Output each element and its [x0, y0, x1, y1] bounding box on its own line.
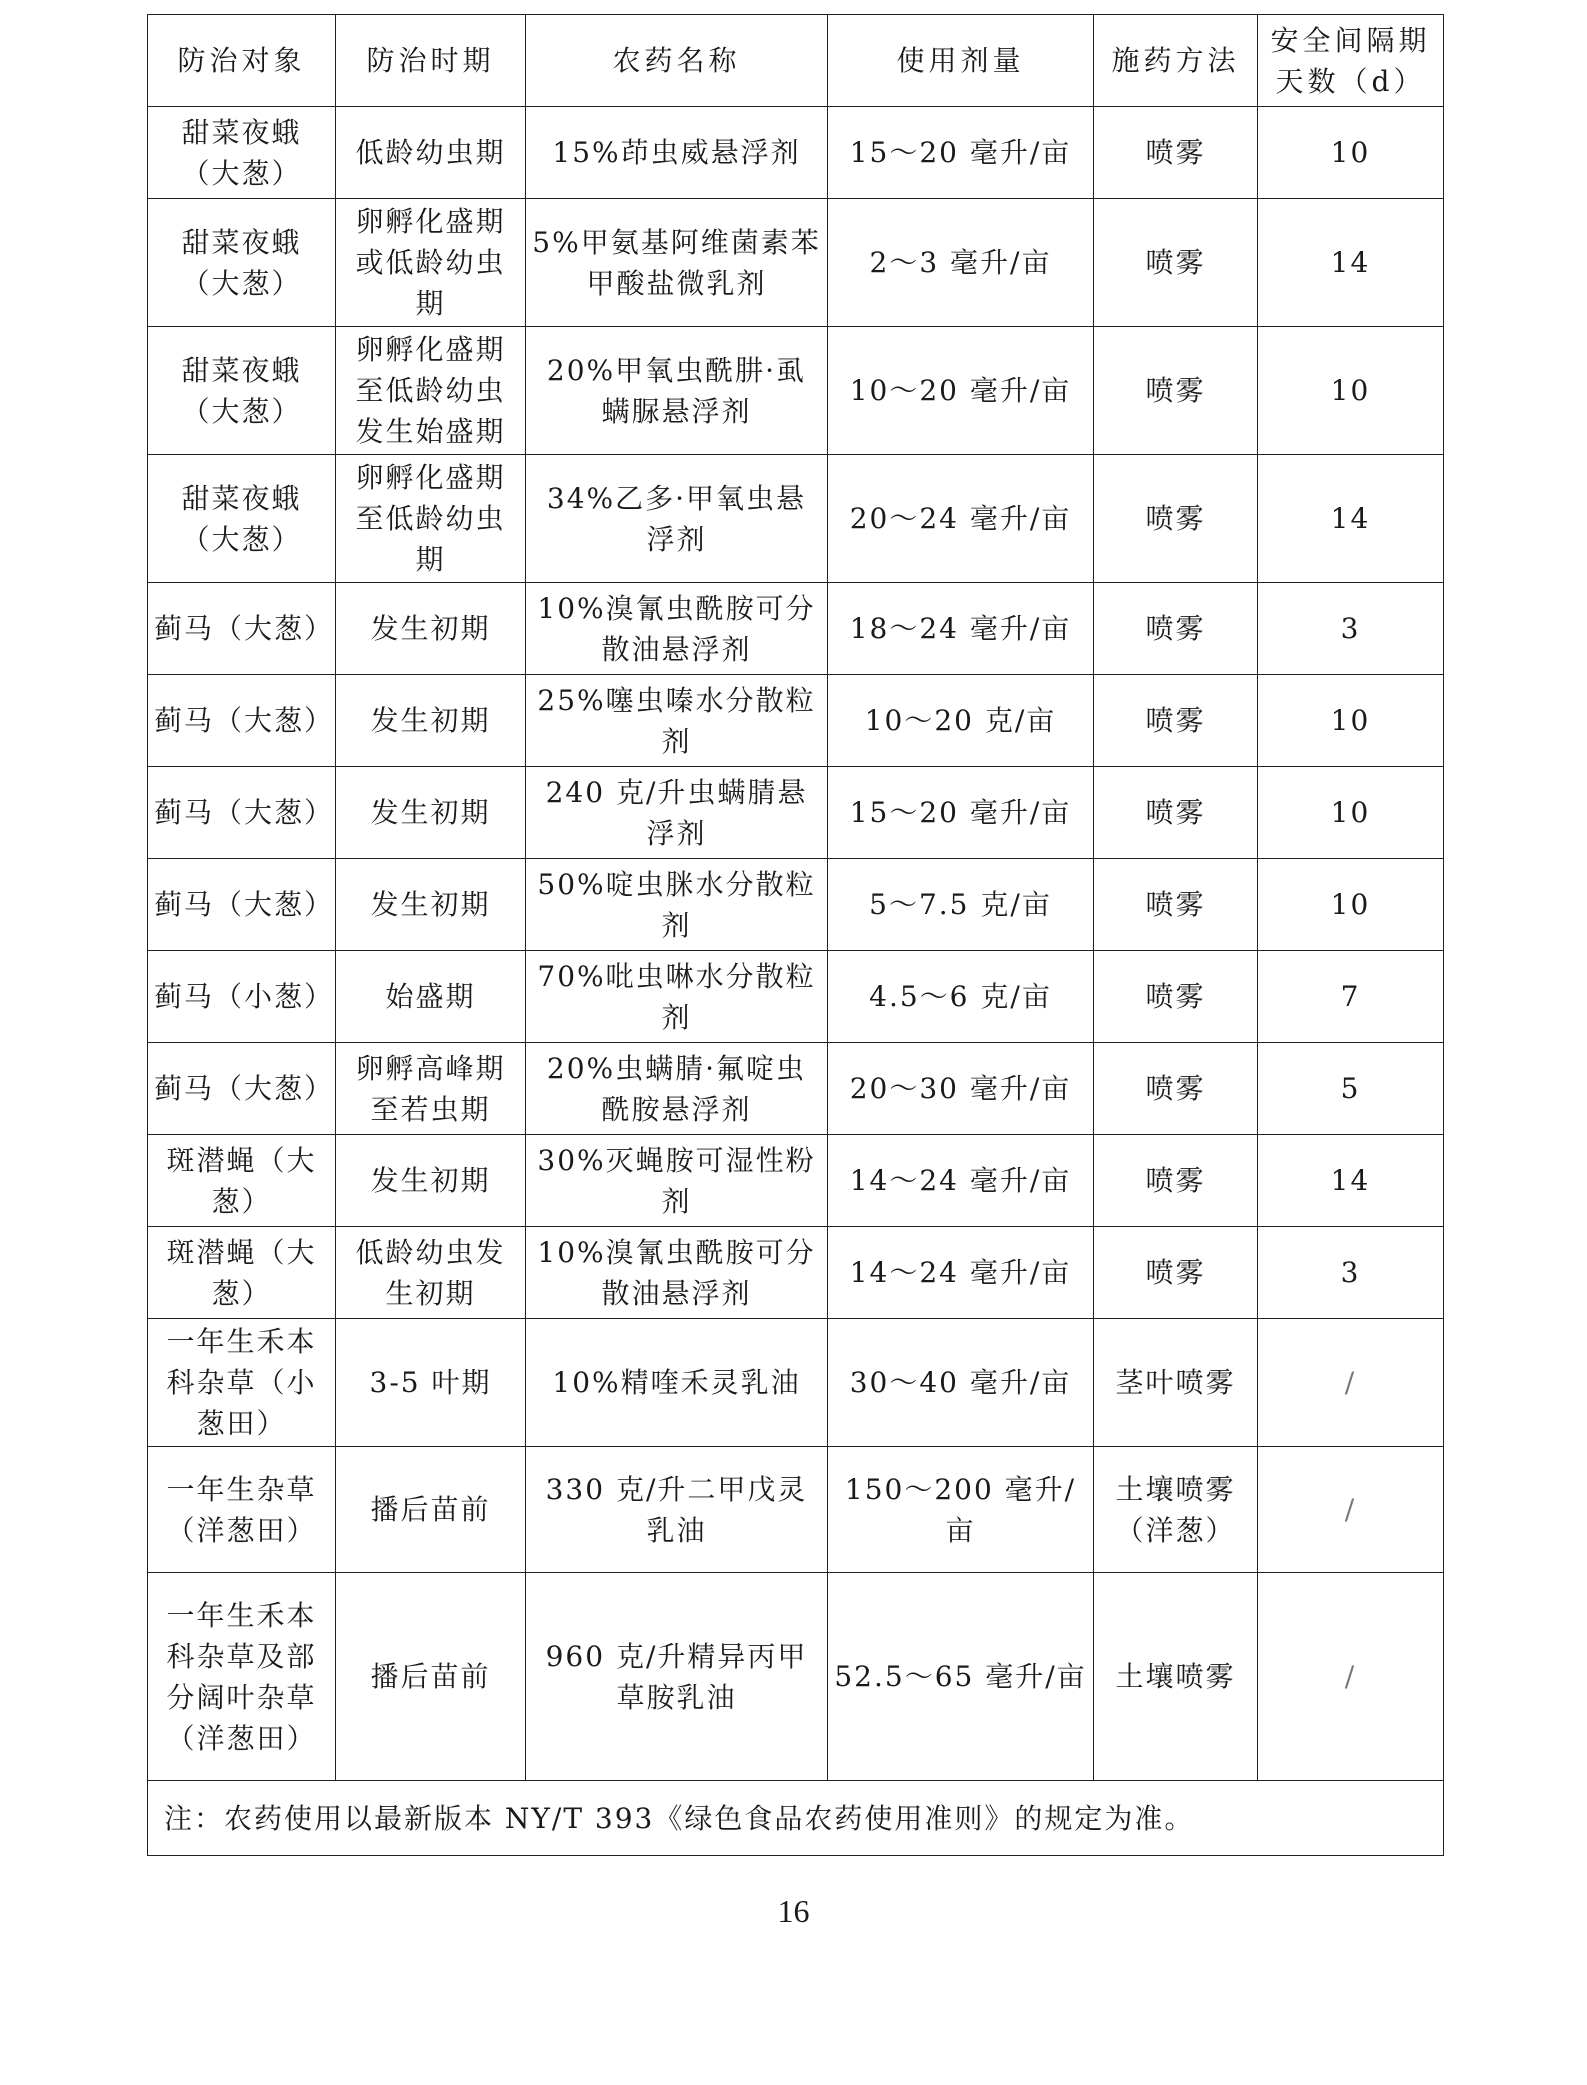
cell-period: 发生初期	[336, 1135, 526, 1227]
table-header	[148, 15, 1444, 107]
note-row	[148, 1781, 1444, 1856]
cell-interval: /	[1258, 1573, 1444, 1781]
page-number: 16	[777, 1893, 810, 1929]
header-method: 施药方法	[1094, 15, 1258, 107]
cell-method: 喷雾	[1094, 327, 1258, 455]
table-row	[148, 1135, 1444, 1227]
cell-period: 卵孵化盛期或低龄幼虫期	[336, 199, 526, 327]
cell-period: 卵孵化盛期至低龄幼虫期	[336, 455, 526, 583]
cell-period: 发生初期	[336, 859, 526, 951]
cell-interval: 3	[1258, 1227, 1444, 1319]
cell-interval: 7	[1258, 951, 1444, 1043]
header-interval: 安全间隔期天数（d）	[1258, 15, 1444, 107]
cell-interval: 10	[1258, 107, 1444, 199]
cell-dosage: 18～24 毫升/亩	[828, 583, 1094, 675]
cell-interval: 14	[1258, 199, 1444, 327]
cell-period: 低龄幼虫发生初期	[336, 1227, 526, 1319]
table-row	[148, 455, 1444, 583]
cell-period: 发生初期	[336, 583, 526, 675]
cell-target: 甜菜夜蛾（大葱）	[148, 107, 336, 199]
cell-interval: 14	[1258, 455, 1444, 583]
cell-pesticide: 240 克/升虫螨腈悬浮剂	[526, 767, 828, 859]
cell-dosage: 10～20 克/亩	[828, 675, 1094, 767]
table-row	[148, 1043, 1444, 1135]
cell-method: 喷雾	[1094, 199, 1258, 327]
cell-method: 喷雾	[1094, 455, 1258, 583]
cell-pesticide: 30%灭蝇胺可湿性粉剂	[526, 1135, 828, 1227]
cell-pesticide: 20%甲氧虫酰肼·虱螨脲悬浮剂	[526, 327, 828, 455]
table-row	[148, 675, 1444, 767]
cell-method: 喷雾	[1094, 1043, 1258, 1135]
cell-period: 卵孵化盛期至低龄幼虫发生始盛期	[336, 327, 526, 455]
cell-pesticide: 25%噻虫嗪水分散粒剂	[526, 675, 828, 767]
cell-period: 始盛期	[336, 951, 526, 1043]
cell-interval: 10	[1258, 859, 1444, 951]
cell-target: 蓟马（小葱）	[148, 951, 336, 1043]
cell-method: 喷雾	[1094, 951, 1258, 1043]
cell-target: 蓟马（大葱）	[148, 1043, 336, 1135]
cell-pesticide: 50%啶虫脒水分散粒剂	[526, 859, 828, 951]
cell-dosage: 20～30 毫升/亩	[828, 1043, 1094, 1135]
table-row	[148, 1573, 1444, 1781]
cell-interval: 5	[1258, 1043, 1444, 1135]
cell-dosage: 15～20 毫升/亩	[828, 767, 1094, 859]
header-pesticide: 农药名称	[526, 15, 828, 107]
table-row	[148, 1227, 1444, 1319]
table-row	[148, 107, 1444, 199]
table-row	[148, 583, 1444, 675]
cell-method: 喷雾	[1094, 675, 1258, 767]
cell-pesticide: 70%吡虫啉水分散粒剂	[526, 951, 828, 1043]
cell-interval: /	[1258, 1447, 1444, 1573]
cell-method: 茎叶喷雾	[1094, 1319, 1258, 1447]
cell-interval: 3	[1258, 583, 1444, 675]
cell-target: 甜菜夜蛾（大葱）	[148, 327, 336, 455]
cell-dosage: 14～24 毫升/亩	[828, 1135, 1094, 1227]
table-note: 注：农药使用以最新版本 NY/T 393《绿色食品农药使用准则》的规定为准。	[148, 1781, 1444, 1856]
cell-method: 喷雾	[1094, 859, 1258, 951]
pesticide-table	[147, 14, 1444, 1856]
cell-dosage: 4.5～6 克/亩	[828, 951, 1094, 1043]
cell-interval: 10	[1258, 767, 1444, 859]
cell-period: 发生初期	[336, 767, 526, 859]
cell-method: 喷雾	[1094, 767, 1258, 859]
cell-period: 发生初期	[336, 675, 526, 767]
cell-interval: /	[1258, 1319, 1444, 1447]
cell-pesticide: 5%甲氨基阿维菌素苯甲酸盐微乳剂	[526, 199, 828, 327]
cell-pesticide: 20%虫螨腈·氟啶虫酰胺悬浮剂	[526, 1043, 828, 1135]
cell-dosage: 150～200 毫升/亩	[828, 1447, 1094, 1573]
cell-period: 3-5 叶期	[336, 1319, 526, 1447]
cell-target: 一年生禾本科杂草及部分阔叶杂草（洋葱田）	[148, 1573, 336, 1781]
cell-target: 蓟马（大葱）	[148, 767, 336, 859]
table-row	[148, 199, 1444, 327]
header-target: 防治对象	[148, 15, 336, 107]
cell-target: 一年生杂草（洋葱田）	[148, 1447, 336, 1573]
cell-dosage: 10～20 毫升/亩	[828, 327, 1094, 455]
cell-target: 一年生禾本科杂草（小葱田）	[148, 1319, 336, 1447]
cell-dosage: 52.5～65 毫升/亩	[828, 1573, 1094, 1781]
cell-interval: 14	[1258, 1135, 1444, 1227]
cell-target: 蓟马（大葱）	[148, 583, 336, 675]
cell-target: 甜菜夜蛾（大葱）	[148, 199, 336, 327]
table-row	[148, 859, 1444, 951]
table-row	[148, 951, 1444, 1043]
cell-target: 蓟马（大葱）	[148, 859, 336, 951]
table-body	[148, 107, 1444, 1856]
table-row	[148, 327, 1444, 455]
cell-target: 斑潜蝇（大葱）	[148, 1227, 336, 1319]
cell-pesticide: 10%溴氰虫酰胺可分散油悬浮剂	[526, 583, 828, 675]
cell-target: 斑潜蝇（大葱）	[148, 1135, 336, 1227]
cell-target: 甜菜夜蛾（大葱）	[148, 455, 336, 583]
cell-method: 喷雾	[1094, 107, 1258, 199]
cell-target: 蓟马（大葱）	[148, 675, 336, 767]
cell-method: 喷雾	[1094, 1135, 1258, 1227]
cell-dosage: 20～24 毫升/亩	[828, 455, 1094, 583]
cell-interval: 10	[1258, 675, 1444, 767]
cell-period: 播后苗前	[336, 1447, 526, 1573]
cell-pesticide: 10%溴氰虫酰胺可分散油悬浮剂	[526, 1227, 828, 1319]
header-period: 防治时期	[336, 15, 526, 107]
cell-dosage: 2～3 毫升/亩	[828, 199, 1094, 327]
header-row	[148, 15, 1444, 107]
cell-pesticide: 330 克/升二甲戊灵乳油	[526, 1447, 828, 1573]
cell-dosage: 5～7.5 克/亩	[828, 859, 1094, 951]
cell-dosage: 15～20 毫升/亩	[828, 107, 1094, 199]
table-row	[148, 1319, 1444, 1447]
cell-method: 土壤喷雾	[1094, 1573, 1258, 1781]
cell-period: 卵孵高峰期至若虫期	[336, 1043, 526, 1135]
table-row	[148, 767, 1444, 859]
cell-pesticide: 15%茚虫威悬浮剂	[526, 107, 828, 199]
cell-dosage: 14～24 毫升/亩	[828, 1227, 1094, 1319]
cell-period: 播后苗前	[336, 1573, 526, 1781]
cell-period: 低龄幼虫期	[336, 107, 526, 199]
cell-method: 喷雾	[1094, 583, 1258, 675]
cell-interval: 10	[1258, 327, 1444, 455]
cell-pesticide: 10%精喹禾灵乳油	[526, 1319, 828, 1447]
cell-pesticide: 34%乙多·甲氧虫悬浮剂	[526, 455, 828, 583]
header-dosage: 使用剂量	[828, 15, 1094, 107]
cell-pesticide: 960 克/升精异丙甲草胺乳油	[526, 1573, 828, 1781]
table-row	[148, 1447, 1444, 1573]
cell-dosage: 30～40 毫升/亩	[828, 1319, 1094, 1447]
cell-method: 土壤喷雾（洋葱）	[1094, 1447, 1258, 1573]
cell-method: 喷雾	[1094, 1227, 1258, 1319]
